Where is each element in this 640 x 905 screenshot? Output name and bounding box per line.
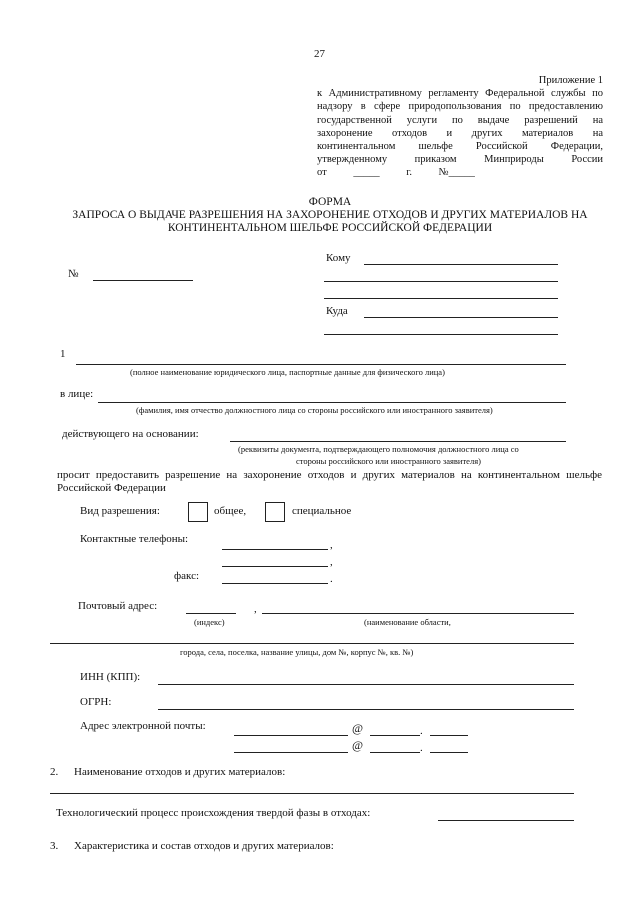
postal-city-field[interactable] bbox=[50, 643, 574, 644]
email-domain-field-1[interactable] bbox=[370, 735, 420, 736]
permit-special-checkbox[interactable] bbox=[265, 502, 285, 522]
person-field[interactable] bbox=[98, 402, 566, 403]
period-mark: . bbox=[420, 725, 423, 737]
number-label: № bbox=[68, 268, 79, 280]
fax-field[interactable] bbox=[222, 583, 328, 584]
person-caption: (фамилия, имя отчество должностного лица со стороны российского или иностранного заявителя) bbox=[136, 405, 493, 415]
request-line-1: просит предоставить разрешение на захоронение отходов и других материалов на континентальном шельфе bbox=[57, 469, 602, 481]
email-user-field-1[interactable] bbox=[234, 735, 348, 736]
where-field-line-2[interactable] bbox=[324, 334, 558, 335]
phone-field-1[interactable] bbox=[222, 549, 328, 550]
process-label: Технологический процесс происхождения твердой фазы в отходах: bbox=[56, 807, 371, 819]
postal-index-field[interactable] bbox=[186, 613, 236, 614]
appendix-line-6: утвержденному приказом Минприроды России bbox=[317, 154, 603, 166]
ogrn-label: ОГРН: bbox=[80, 696, 112, 708]
applicant-field[interactable] bbox=[76, 364, 566, 365]
process-field[interactable] bbox=[438, 820, 574, 821]
region-caption: (наименование области, bbox=[364, 617, 451, 627]
postal-region-field[interactable] bbox=[262, 613, 574, 614]
email-user-field-2[interactable] bbox=[234, 752, 348, 753]
to-label: Кому bbox=[326, 252, 351, 264]
section-1-number: 1 bbox=[60, 348, 66, 360]
comma-mark: , bbox=[330, 556, 333, 568]
appendix-label: Приложение 1 bbox=[538, 75, 603, 86]
person-label: в лице: bbox=[60, 388, 94, 400]
page-number: 27 bbox=[314, 48, 325, 60]
basis-caption-2: стороны российского или иностранного заявителя) bbox=[296, 456, 481, 466]
request-line-2: Российской Федерации bbox=[57, 482, 166, 494]
appendix-line-5: континентальном шельфе Российской Федерации, bbox=[317, 140, 603, 152]
to-field-line-2[interactable] bbox=[324, 281, 558, 282]
permit-special-label: специальное bbox=[292, 505, 352, 517]
permit-general-checkbox[interactable] bbox=[188, 502, 208, 522]
inn-label: ИНН (КПП): bbox=[80, 671, 141, 683]
basis-label: действующего на основании: bbox=[62, 428, 199, 440]
permit-type-label: Вид разрешения: bbox=[80, 505, 160, 517]
waste-composition-label: Характеристика и состав отходов и других материалов: bbox=[74, 840, 334, 852]
to-field[interactable] bbox=[364, 264, 558, 265]
permit-general-label: общее, bbox=[214, 505, 247, 517]
appendix-block bbox=[317, 74, 603, 180]
comma-mark: , bbox=[254, 603, 257, 615]
basis-caption-1: (реквизиты документа, подтверждающего полномочия должностного лица со bbox=[238, 444, 519, 454]
email-label: Адрес электронной почты: bbox=[80, 720, 206, 732]
where-field[interactable] bbox=[364, 317, 558, 318]
appendix-line-4: захоронение отходов и других материалов на bbox=[317, 127, 603, 139]
applicant-caption: (полное наименование юридического лица, паспортные данные для физического лица) bbox=[130, 367, 445, 377]
number-field[interactable] bbox=[93, 280, 193, 281]
form-subtitle-line-1: ЗАПРОСА О ВЫДАЧЕ РАЗРЕШЕНИЯ НА ЗАХОРОНЕНИЕ ОТХОДОВ И ДРУГИХ МАТЕРИАЛОВ НА bbox=[72, 209, 588, 221]
form-subtitle-line-2: КОНТИНЕНТАЛЬНОМ ШЕЛЬФЕ РОССИЙСКОЙ ФЕДЕРАЦИИ bbox=[167, 222, 493, 234]
basis-field[interactable] bbox=[230, 441, 566, 442]
appendix-line-3: государственной услуги по выдаче разрешений на bbox=[317, 114, 603, 126]
ogrn-field[interactable] bbox=[158, 709, 574, 710]
fax-label: факс: bbox=[174, 570, 200, 582]
appendix-line-1: к Административному регламенту Федеральной службы по bbox=[317, 88, 603, 100]
waste-name-label: Наименование отходов и других материалов: bbox=[74, 766, 286, 778]
appendix-date-line: от _____ г. №_____ bbox=[317, 167, 475, 179]
section-3-number: 3. bbox=[50, 840, 59, 852]
comma-mark: , bbox=[330, 539, 333, 551]
index-caption: (индекс) bbox=[194, 617, 225, 627]
email-tld-field-1[interactable] bbox=[430, 735, 468, 736]
form-title: ФОРМА bbox=[308, 196, 352, 208]
phone-field-2[interactable] bbox=[222, 566, 328, 567]
postal-label: Почтовый адрес: bbox=[78, 600, 158, 612]
email-tld-field-2[interactable] bbox=[430, 752, 468, 753]
at-sign-1: @ bbox=[352, 721, 364, 735]
period-mark: . bbox=[330, 573, 333, 585]
inn-field[interactable] bbox=[158, 684, 574, 685]
section-2-number: 2. bbox=[50, 766, 59, 778]
period-mark: . bbox=[420, 742, 423, 754]
email-domain-field-2[interactable] bbox=[370, 752, 420, 753]
at-sign-2: @ bbox=[352, 738, 364, 752]
city-caption: города, села, поселка, название улицы, дом №, корпус №, кв. №) bbox=[180, 647, 414, 657]
where-label: Куда bbox=[326, 305, 348, 317]
appendix-line-2: надзору в сфере природопользования по предоставлению bbox=[317, 101, 603, 113]
phones-label: Контактные телефоны: bbox=[80, 533, 189, 545]
waste-name-field[interactable] bbox=[50, 793, 574, 794]
to-field-line-3[interactable] bbox=[324, 298, 558, 299]
